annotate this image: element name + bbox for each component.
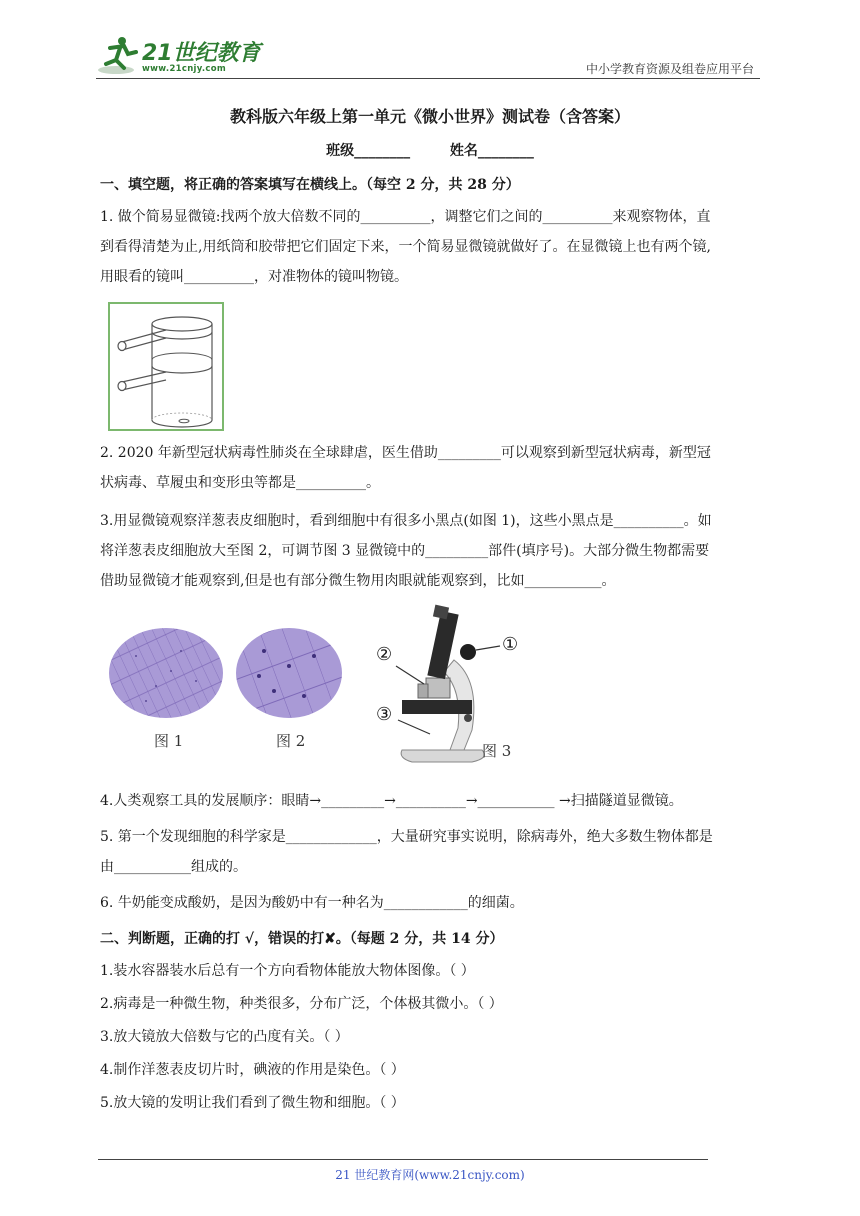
section1-heading: 一、填空题，将正确的答案填写在横线上。（每空 2 分，共 28 分）: [100, 177, 520, 193]
figure-2: [234, 626, 344, 750]
question-5: [100, 822, 762, 882]
q3-line: 将洋葱表皮细胞放大至图 2，可调节图 3 显微镜中的_________部件(填序号)。大部分微生物都需要: [100, 543, 710, 559]
question-3: [100, 506, 762, 596]
name-label: 姓名________: [449, 143, 534, 159]
q3-line: 3.用显微镜观察洋葱表皮细胞时，看到细胞中有很多小黑点(如图 1)，这些小黑点是__________。如: [100, 513, 712, 529]
q1-line: 到看得清楚为止,用纸筒和胶带把它们固定下来，一个简易显微镜就做好了。在显微镜上也有两个镜,: [100, 239, 711, 255]
simple-microscope-figure: [108, 302, 226, 436]
q2-line: 2. 2020 年新型冠状病毒性肺炎在全球肆虐，医生借助_________可以观察到新型冠状病毒，新型冠: [100, 445, 711, 461]
class-label: 班级________: [326, 143, 411, 159]
question-1: [100, 202, 762, 292]
q5-line: 5. 第一个发现细胞的科学家是_____________，大量研究事实说明，除病毒外，绝大多数生物体都是: [100, 829, 713, 845]
fig3-label: 图 3: [482, 742, 512, 760]
judgment-item: 4.制作洋葱表皮切片时，碘液的作用是染色。（ ）: [100, 1062, 405, 1078]
microscope-marker-2: ②: [376, 644, 393, 665]
judgment-item: 3.放大镜放大倍数与它的凸度有关。（ ）: [100, 1029, 349, 1045]
header-platform-text: 中小学教育资源及组卷应用平台: [585, 62, 754, 76]
question-2: [100, 438, 762, 498]
class-name-line: [0, 140, 860, 160]
onion-cells-high-zoom-image: [234, 626, 344, 726]
figure-3: [372, 600, 532, 779]
section2-heading: 二、判断题，正确的打 √，错误的打✘。（每题 2 分，共 14 分）: [100, 931, 504, 947]
header-divider: [96, 78, 760, 79]
question-6: 6. 牛奶能变成酸奶，是因为酸奶中有一种名为____________的细菌。: [100, 895, 524, 911]
fig1-label: 图 1: [154, 732, 184, 750]
judgment-item: 2.病毒是一种微生物，种类很多，分布广泛，个体极其微小。（ ）: [100, 996, 503, 1012]
question-4: 4.人类观察工具的发展顺序：眼睛→_________→__________→___________ →扫描隧道显微镜。: [100, 793, 683, 809]
figure-1: [106, 626, 226, 750]
microscope-marker-1: ①: [502, 634, 519, 655]
judgment-item: 1.装水容器装水后总有一个方向看物体能放大物体图像。（ ）: [100, 963, 475, 979]
page-title: 教科版六年级上第一单元《微小世界》测试卷（含答案）: [229, 107, 630, 126]
runner-logo-icon: [96, 34, 142, 76]
simple-microscope-illustration: [108, 302, 226, 432]
footer-divider: [98, 1159, 708, 1160]
fig2-label: 图 2: [276, 732, 306, 750]
logo-url: www.21cnjy.com: [142, 64, 226, 74]
onion-cells-low-zoom-image: [106, 626, 226, 726]
page-header: [96, 30, 760, 80]
q1-line: 用眼看的镜叫__________，对准物体的镜叫物镜。: [100, 269, 408, 285]
logo-text: 21世纪教育: [142, 41, 261, 66]
q5-line: 由___________组成的。: [100, 859, 247, 875]
microscope-marker-3: ③: [376, 704, 393, 725]
q1-line: 1. 做个简易显微镜:找两个放大倍数不同的__________，调整它们之间的__________来观察物体，直: [100, 209, 711, 225]
q3-line: 借助显微镜才能观察到,但是也有部分微生物用肉眼就能观察到，比如___________。: [100, 573, 616, 589]
q2-line: 状病毒、草履虫和变形虫等都是__________。: [100, 475, 380, 491]
judgment-list: [100, 956, 762, 1121]
judgment-item: 5.放大镜的发明让我们看到了微生物和细胞。（ ）: [100, 1095, 405, 1111]
footer-text: 21 世纪教育网(www.21cnjy.com): [335, 1168, 525, 1182]
logo: [96, 30, 266, 78]
